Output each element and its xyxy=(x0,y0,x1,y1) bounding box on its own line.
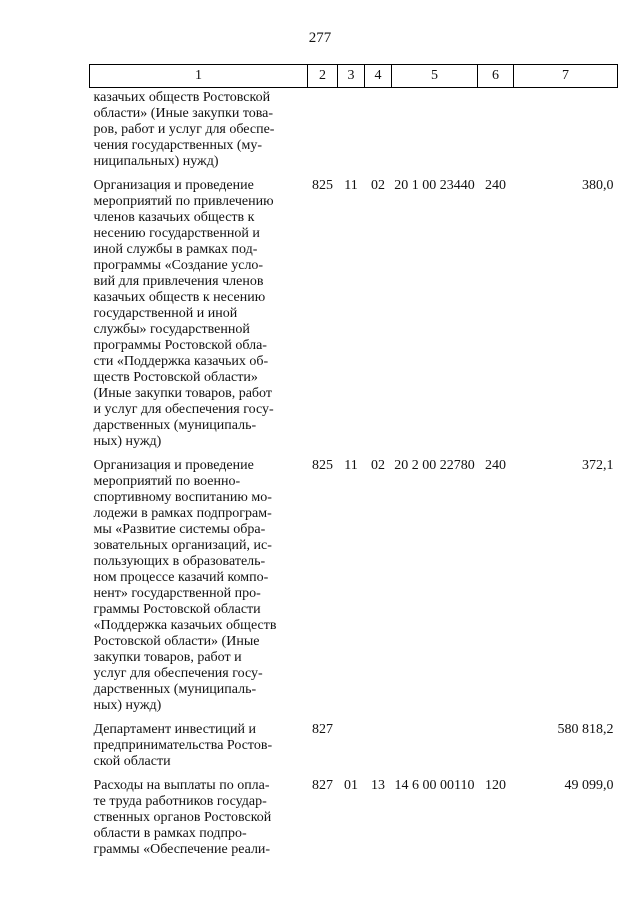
expense-name-line: ществ Ростовской области» xyxy=(93,370,258,385)
expense-name-cell xyxy=(90,714,308,770)
target-article-cell: 20 2 00 22780 xyxy=(394,458,475,473)
expense-name-line: мы «Развитие системы обра- xyxy=(93,522,266,537)
header-col-7: 7 xyxy=(514,65,618,88)
expense-name-line: спортивному воспитанию мо- xyxy=(93,490,272,505)
expense-name-line: ственных органов Ростовской xyxy=(93,810,272,825)
amount-cell: 49 099,0 xyxy=(564,778,614,793)
section-code-cell: 11 xyxy=(344,178,358,193)
expense-name-line: и услуг для обеспечения госу- xyxy=(93,402,274,417)
expense-name-line: области в рамках подпро- xyxy=(93,826,247,841)
expense-name-line: ской области xyxy=(93,754,171,769)
expense-name-line: государственной и иной xyxy=(93,306,238,321)
target-article-cell: 14 6 00 00110 xyxy=(394,778,475,793)
ministry-code-cell: 827 xyxy=(312,778,333,793)
header-row xyxy=(90,65,618,88)
header-col-4: 4 xyxy=(365,65,392,88)
amount-cell: 380,0 xyxy=(582,178,614,193)
expense-name-line: Расходы на выплаты по опла- xyxy=(93,778,270,793)
expense-name-line: пользующих в образователь- xyxy=(93,554,266,569)
header-col-2: 2 xyxy=(308,65,338,88)
ministry-code-cell: 827 xyxy=(312,722,333,737)
expense-name-line: несению государственной и xyxy=(93,226,260,241)
expense-name-line: программы «Создание усло- xyxy=(93,258,264,273)
expense-name-line: мероприятий по военно- xyxy=(93,474,241,489)
amount-cell: 580 818,2 xyxy=(557,722,614,737)
expense-name-line: членов казачьих обществ к xyxy=(93,210,255,225)
expense-type-cell: 240 xyxy=(485,458,506,473)
expense-name-line: дарственных (муниципаль- xyxy=(93,682,257,697)
ministry-code-cell: 825 xyxy=(312,458,333,473)
section-code-cell: 11 xyxy=(344,458,358,473)
target-article-cell: 20 1 00 23440 xyxy=(394,178,475,193)
table-row xyxy=(90,770,618,858)
expense-name-line: казачьих обществ к несению xyxy=(93,290,266,305)
table-header xyxy=(90,65,618,88)
expense-name-line: чения государственных (му- xyxy=(93,138,263,153)
expense-name-line: «Поддержка казачьих обществ xyxy=(93,618,277,633)
amount-cell: 372,1 xyxy=(582,458,614,473)
table-body xyxy=(90,88,618,859)
expense-name-line: службы» государственной xyxy=(93,322,250,337)
expense-type-cell: 120 xyxy=(485,778,506,793)
subsection-code-cell: 02 xyxy=(371,178,385,193)
expense-name-line: сти «Поддержка казачьих об- xyxy=(93,354,269,369)
expense-name-line: Организация и проведение xyxy=(93,458,254,473)
expense-name-line: области» (Иные закупки това- xyxy=(93,106,274,121)
expense-name-line: ниципальных) нужд) xyxy=(93,154,219,169)
expense-name-line: те труда работников государ- xyxy=(93,794,267,809)
expense-name-line: граммы Ростовской области xyxy=(93,602,261,617)
expense-name-line: Организация и проведение xyxy=(93,178,254,193)
expense-name-line: закупки товаров, работ и xyxy=(93,650,242,665)
expense-name-line: услуг для обеспечения госу- xyxy=(93,666,263,681)
subsection-code-cell xyxy=(365,88,392,171)
expense-name-line: ных) нужд) xyxy=(93,698,162,713)
expense-name-line: (Иные закупки товаров, работ xyxy=(93,386,272,401)
header-col-3: 3 xyxy=(338,65,365,88)
section-code-cell xyxy=(338,714,365,770)
section-code-cell: 01 xyxy=(344,778,358,793)
amount-cell xyxy=(514,88,618,171)
expense-type-cell xyxy=(478,88,514,171)
header-col-6: 6 xyxy=(478,65,514,88)
expense-name-cell xyxy=(90,88,308,171)
expense-name-line: программы Ростовской обла- xyxy=(93,338,267,353)
expense-name-line: ров, работ и услуг для обеспе- xyxy=(93,122,275,137)
expense-name-line: нент» государственной про- xyxy=(93,586,261,601)
expense-name-cell xyxy=(90,450,308,714)
target-article-cell xyxy=(392,714,478,770)
ministry-code-cell xyxy=(308,88,338,171)
expense-name-cell xyxy=(90,170,308,450)
expense-name-line: ных) нужд) xyxy=(93,434,162,449)
target-article-cell xyxy=(392,88,478,171)
expense-name-line: предпринимательства Ростов- xyxy=(93,738,273,753)
budget-table xyxy=(89,64,618,858)
expense-name-line: граммы «Обеспечение реали- xyxy=(93,842,271,857)
section-code-cell xyxy=(338,88,365,171)
expense-name-line: вий для привлечения членов xyxy=(93,274,264,289)
table-row xyxy=(90,88,618,171)
expense-name-line: мероприятий по привлечению xyxy=(93,194,274,209)
expense-name-cell xyxy=(90,770,308,858)
table-row xyxy=(90,170,618,450)
table-row xyxy=(90,714,618,770)
subsection-code-cell: 13 xyxy=(371,778,385,793)
table-row xyxy=(90,450,618,714)
expense-type-cell xyxy=(478,714,514,770)
expense-name-line: лодежи в рамках подпрограм- xyxy=(93,506,272,521)
page-number: 277 xyxy=(308,30,332,46)
expense-name-line: ном процессе казачий компо- xyxy=(93,570,269,585)
expense-name-line: Ростовской области» (Иные xyxy=(93,634,260,649)
expense-name-line: иной службы в рамках под- xyxy=(93,242,258,257)
expense-name-line: зовательных организаций, ис- xyxy=(93,538,272,553)
header-col-1: 1 xyxy=(90,65,308,88)
subsection-code-cell: 02 xyxy=(371,458,385,473)
expense-name-line: Департамент инвестиций и xyxy=(93,722,257,737)
header-col-5: 5 xyxy=(392,65,478,88)
ministry-code-cell: 825 xyxy=(312,178,333,193)
subsection-code-cell xyxy=(365,714,392,770)
expense-name-line: дарственных (муниципаль- xyxy=(93,418,257,433)
expense-name-line: казачьих обществ Ростовской xyxy=(93,90,271,105)
expense-type-cell: 240 xyxy=(485,178,506,193)
